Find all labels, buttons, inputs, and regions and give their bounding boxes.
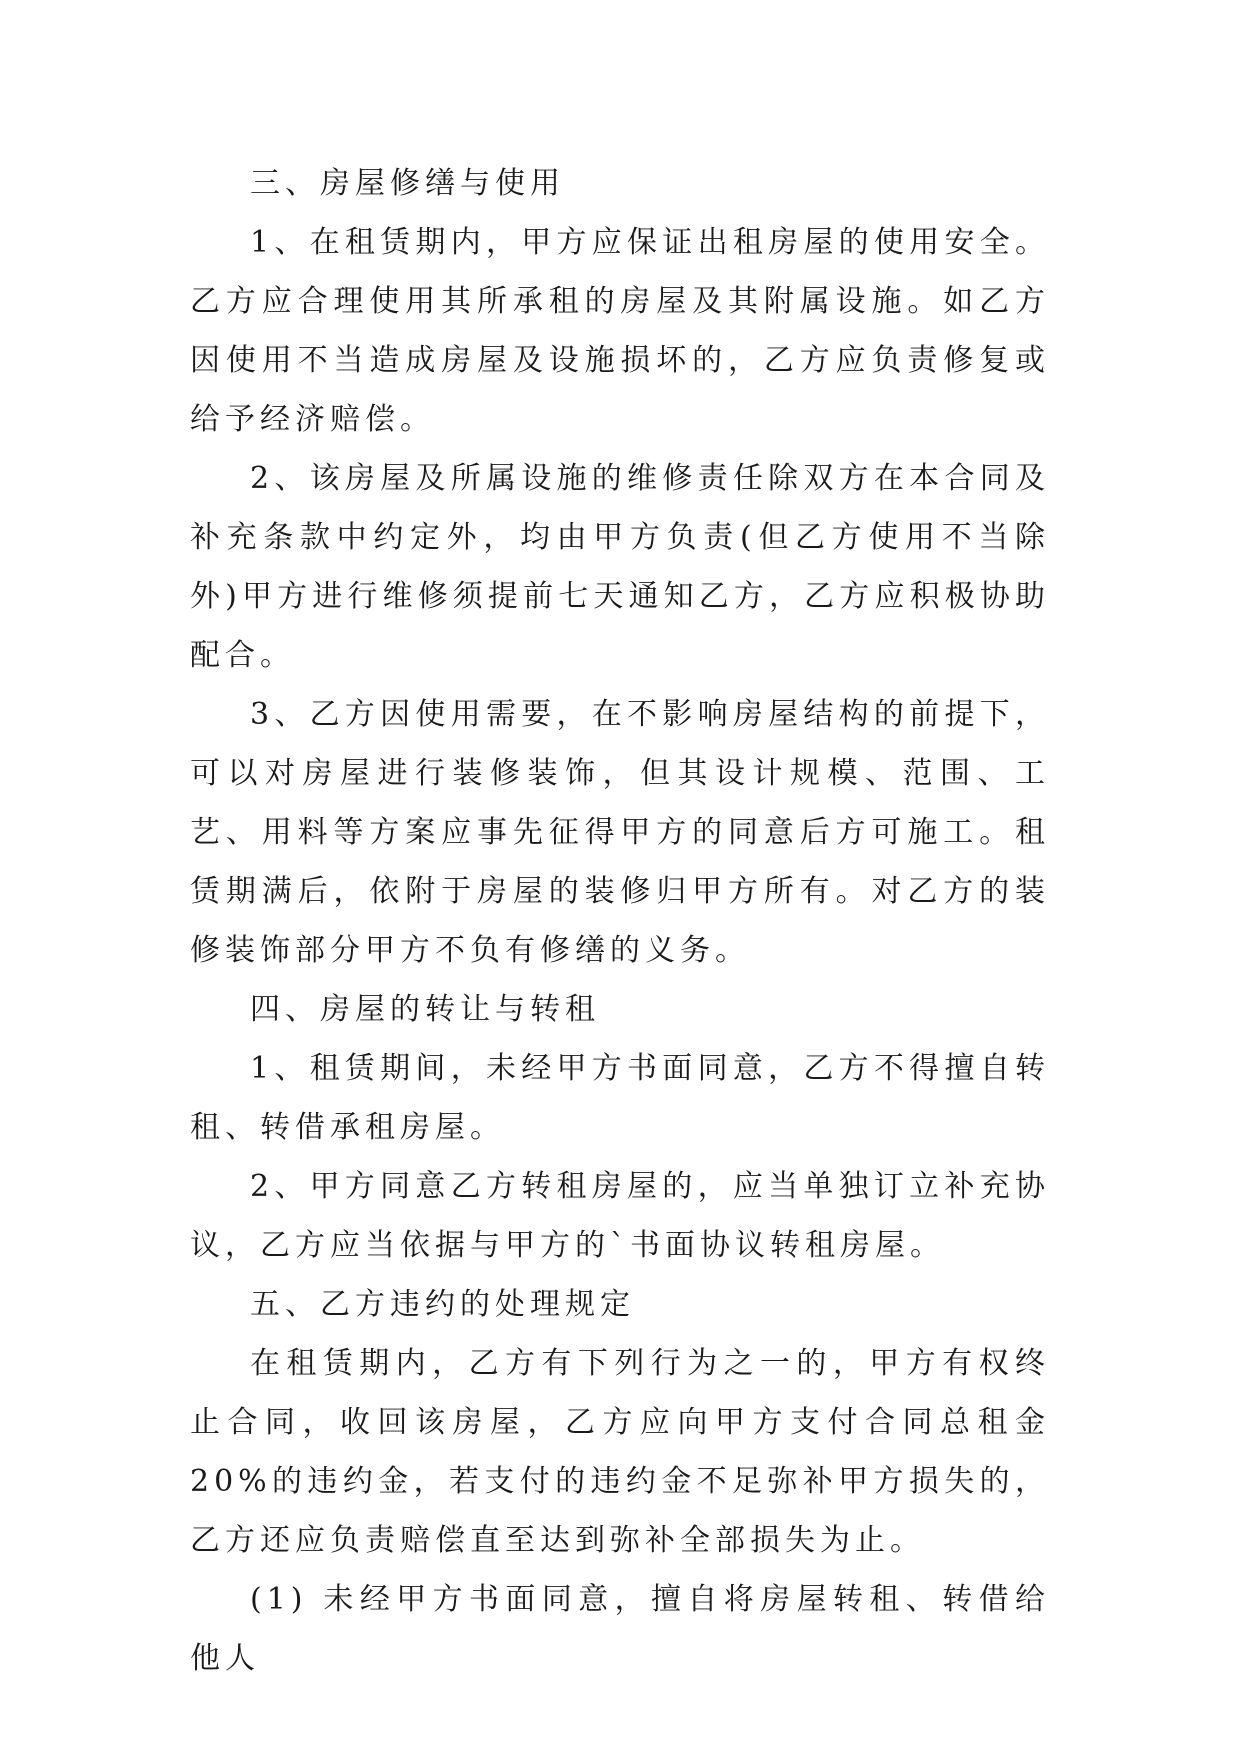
clause-paragraph: 在租赁期内，乙方有下列行为之一的，甲方有权终止合同，收回该房屋，乙方应向甲方支付合同总租金 20%的违约金，若支付的违约金不足弥补甲方损失的，乙方还应负责赔偿直至达到弥补全部损失为止。 [190,1346,1050,1558]
document-body [190,154,1050,1688]
clause-paragraph: 2、该房屋及所属设施的维修责任除双方在本合同及补充条款中约定外，均由甲方负责(但乙方使用不当除外)甲方进行维修须提前七天通知乙方，乙方应积极协助配合。 [190,461,1050,673]
section-heading-repair: 三、房屋修缮与使用 [250,166,565,201]
clause-paragraph: 2、甲方同意乙方转租房屋的，应当单独订立补充协议，乙方应当依据与甲方的`书面协议转租房屋。 [190,1169,1050,1263]
clause-paragraph: 3、乙方因使用需要，在不影响房屋结构的前提下，可以对房屋进行装修装饰，但其设计规模、范围、工艺、用料等方案应事先征得甲方的同意后方可施工。租赁期满后，依附于房屋的装修归甲方所有。对乙方的装修装饰部分甲方不负有修缮的义务。 [190,697,1050,968]
clause-paragraph: 1、租赁期间，未经甲方书面同意，乙方不得擅自转租、转借承租房屋。 [190,1051,1050,1145]
section-heading-transfer: 四、房屋的转让与转租 [250,992,600,1027]
section-heading-breach: 五、乙方违约的处理规定 [250,1287,635,1322]
clause-list-item: (1) 未经甲方书面同意，擅自将房屋转租、转借给他人 [190,1582,1050,1676]
clause-paragraph: 1、在租赁期内，甲方应保证出租房屋的使用安全。乙方应合理使用其所承租的房屋及其附属设施。如乙方因使用不当造成房屋及设施损坏的，乙方应负责修复或给予经济赔偿。 [190,225,1050,437]
